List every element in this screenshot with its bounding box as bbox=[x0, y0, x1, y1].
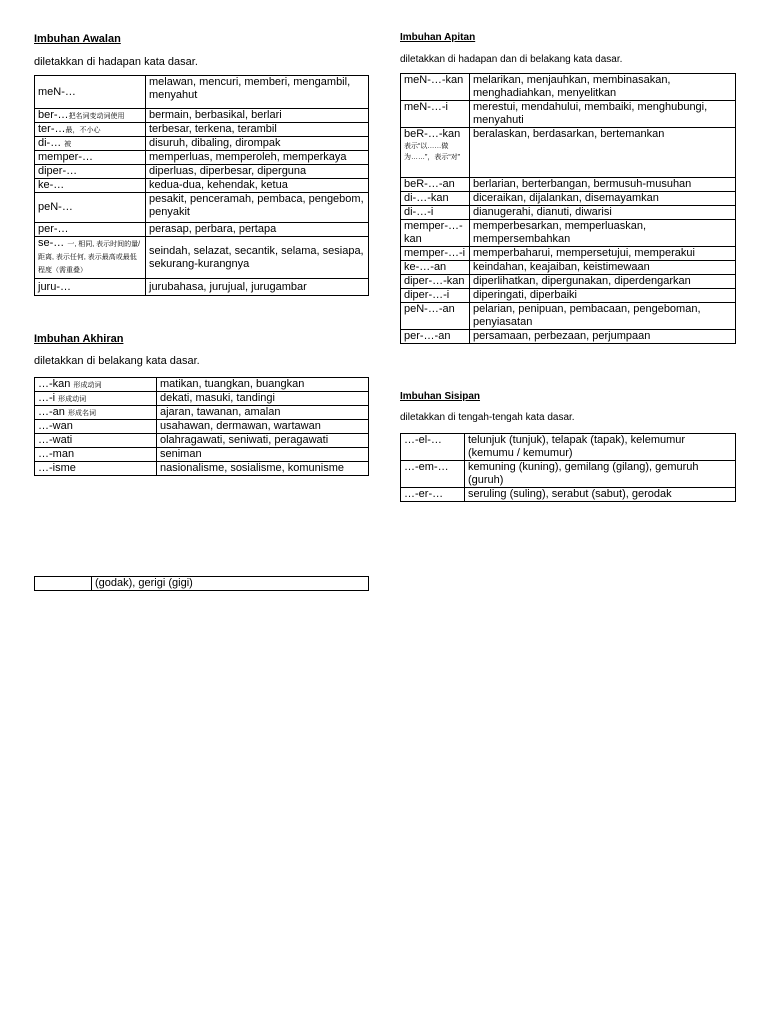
examples-cell: matikan, tuangkan, buangkan bbox=[157, 378, 369, 392]
table-row bbox=[35, 165, 369, 179]
table-row bbox=[401, 101, 736, 128]
affix-cell: diper-…-i bbox=[401, 289, 470, 303]
affix-cell bbox=[35, 577, 92, 591]
examples-cell: (godak), gerigi (gigi) bbox=[92, 577, 369, 591]
affix-cell: peN-… bbox=[35, 193, 146, 223]
affix-cell: ber-…把名词变动词使用 bbox=[35, 109, 146, 123]
examples-cell: dianugerahi, dianuti, diwarisi bbox=[470, 206, 736, 220]
examples-cell: diceraikan, dijalankan, disemayamkan bbox=[470, 192, 736, 206]
table-row bbox=[35, 448, 369, 462]
affix-cell: ke-…-an bbox=[401, 261, 470, 275]
affix-cell: …-wan bbox=[35, 420, 157, 434]
table-row bbox=[401, 128, 736, 178]
examples-cell: jurubahasa, jurujual, jurugambar bbox=[146, 279, 369, 296]
affix-cell: …-man bbox=[35, 448, 157, 462]
awalan-title: Imbuhan Awalan bbox=[34, 33, 121, 45]
affix-cell: …-isme bbox=[35, 462, 157, 476]
affix-cell: meN-…-i bbox=[401, 101, 470, 128]
affix-cell: memper-… bbox=[35, 151, 146, 165]
akhiran-description: diletakkan di belakang kata dasar. bbox=[34, 355, 200, 367]
affix-cell: per-… bbox=[35, 223, 146, 237]
examples-cell: memperbesarkan, memperluaskan, mempersembahkan bbox=[470, 220, 736, 247]
affix-note: 形成动词 bbox=[58, 396, 87, 403]
table-row bbox=[401, 434, 736, 461]
examples-cell: seruling (suling), serabut (sabut), gerodak bbox=[465, 488, 736, 502]
affix-cell: …-em-… bbox=[401, 461, 465, 488]
apitan-description: diletakkan di hadapan dan di belakang kata dasar. bbox=[400, 54, 623, 65]
table-row bbox=[401, 461, 736, 488]
examples-cell: persamaan, perbezaan, perjumpaan bbox=[470, 330, 736, 344]
examples-cell: memperbaharui, mempersetujui, memperakui bbox=[470, 247, 736, 261]
table-row bbox=[35, 577, 369, 591]
table-row bbox=[35, 151, 369, 165]
examples-cell: kemuning (kuning), gemilang (gilang), gemuruh (guruh) bbox=[465, 461, 736, 488]
table-row bbox=[35, 237, 369, 279]
examples-cell: beralaskan, berdasarkan, bertemankan bbox=[470, 128, 736, 178]
affix-cell: peN-…-an bbox=[401, 303, 470, 330]
sisipan-title: Imbuhan Sisipan bbox=[400, 391, 481, 402]
affix-cell: …-wati bbox=[35, 434, 157, 448]
examples-cell: usahawan, dermawan, wartawan bbox=[157, 420, 369, 434]
examples-cell: kedua-dua, kehendak, ketua bbox=[146, 179, 369, 193]
affix-cell: …-kan 形成动词 bbox=[35, 378, 157, 392]
table-row bbox=[35, 392, 369, 406]
affix-cell: per-…-an bbox=[401, 330, 470, 344]
table-row bbox=[35, 109, 369, 123]
table-row bbox=[35, 279, 369, 296]
table-row bbox=[401, 275, 736, 289]
apitan-title: Imbuhan Apitan bbox=[400, 32, 476, 43]
examples-cell: seniman bbox=[157, 448, 369, 462]
affix-cell: ter-…最，不小心 bbox=[35, 123, 146, 137]
affix-cell: se-… 一, 相同, 表示时间的量/距离, 表示任何, 表示最高或最低程度（需重叠） bbox=[35, 237, 146, 279]
affix-note: 形成名词 bbox=[67, 410, 96, 417]
affix-cell: diper-…-kan bbox=[401, 275, 470, 289]
examples-cell: bermain, berbasikal, berlari bbox=[146, 109, 369, 123]
affix-cell: …-el-… bbox=[401, 434, 465, 461]
examples-cell: pesakit, penceramah, pembaca, pengebom, penyakit bbox=[146, 193, 369, 223]
awalan-table bbox=[34, 75, 369, 296]
examples-cell: olahragawati, seniwati, peragawati bbox=[157, 434, 369, 448]
sisipan-description: diletakkan di tengah-tengah kata dasar. bbox=[400, 412, 575, 423]
examples-cell: ajaran, tawanan, amalan bbox=[157, 406, 369, 420]
examples-cell: keindahan, keajaiban, keistimewaan bbox=[470, 261, 736, 275]
apitan-table bbox=[400, 73, 736, 344]
table-row bbox=[401, 330, 736, 344]
table-row bbox=[35, 193, 369, 223]
affix-note: 表示“以……做为……”，表示“对” bbox=[404, 143, 460, 161]
table-row bbox=[401, 74, 736, 101]
examples-cell: merestui, mendahului, membaiki, menghubungi, menyahuti bbox=[470, 101, 736, 128]
table-row bbox=[401, 192, 736, 206]
fragment-table bbox=[34, 576, 369, 591]
affix-note: 把名词变动词使用 bbox=[68, 113, 125, 120]
awalan-description: diletakkan di hadapan kata dasar. bbox=[34, 56, 198, 68]
table-row bbox=[401, 220, 736, 247]
table-row bbox=[401, 178, 736, 192]
examples-cell: nasionalisme, sosialisme, komunisme bbox=[157, 462, 369, 476]
table-row bbox=[35, 378, 369, 392]
examples-cell: diperlihatkan, dipergunakan, diperdengarkan bbox=[470, 275, 736, 289]
table-row bbox=[401, 303, 736, 330]
affix-cell: beR-…-an bbox=[401, 178, 470, 192]
table-row bbox=[35, 179, 369, 193]
table-row bbox=[35, 137, 369, 151]
affix-cell: ke-… bbox=[35, 179, 146, 193]
affix-cell: memper-…-i bbox=[401, 247, 470, 261]
table-row bbox=[401, 488, 736, 502]
affix-cell: di-…-i bbox=[401, 206, 470, 220]
table-row bbox=[35, 462, 369, 476]
affix-cell: …-i 形成动词 bbox=[35, 392, 157, 406]
affix-cell: juru-… bbox=[35, 279, 146, 296]
examples-cell: disuruh, dibaling, dirompak bbox=[146, 137, 369, 151]
affix-note: 最，不小心 bbox=[65, 127, 101, 134]
examples-cell: pelarian, penipuan, pembacaan, pengeboman, penyiasatan bbox=[470, 303, 736, 330]
affix-cell: meN-…-kan bbox=[401, 74, 470, 101]
table-row bbox=[35, 76, 369, 109]
table-row bbox=[35, 123, 369, 137]
examples-cell: terbesar, terkena, terambil bbox=[146, 123, 369, 137]
examples-cell: memperluas, memperoleh, memperkaya bbox=[146, 151, 369, 165]
affix-note: 被 bbox=[64, 141, 72, 148]
affix-note: 形成动词 bbox=[73, 382, 102, 389]
affix-cell: meN-… bbox=[35, 76, 146, 109]
examples-cell: diperluas, diperbesar, diperguna bbox=[146, 165, 369, 179]
table-row bbox=[401, 247, 736, 261]
table-row bbox=[35, 420, 369, 434]
affix-cell: …-er-… bbox=[401, 488, 465, 502]
affix-cell: …-an 形成名词 bbox=[35, 406, 157, 420]
examples-cell: melarikan, menjauhkan, membinasakan, menghadiahkan, menyelitkan bbox=[470, 74, 736, 101]
examples-cell: dekati, masuki, tandingi bbox=[157, 392, 369, 406]
examples-cell: perasap, perbara, pertapa bbox=[146, 223, 369, 237]
affix-cell: memper-…-kan bbox=[401, 220, 470, 247]
akhiran-title: Imbuhan Akhiran bbox=[34, 333, 124, 345]
examples-cell: berlarian, berterbangan, bermusuh-musuhan bbox=[470, 178, 736, 192]
affix-cell: diper-… bbox=[35, 165, 146, 179]
table-row bbox=[35, 223, 369, 237]
table-row bbox=[35, 434, 369, 448]
table-row bbox=[401, 206, 736, 220]
affix-cell: di-… 被 bbox=[35, 137, 146, 151]
examples-cell: melawan, mencuri, memberi, mengambil, menyahut bbox=[146, 76, 369, 109]
examples-cell: seindah, selazat, secantik, selama, sesiapa, sekurang-kurangnya bbox=[146, 237, 369, 279]
sisipan-table bbox=[400, 433, 736, 502]
affix-note: 一, 相同, 表示时间的量/距离, 表示任何, 表示最高或最低程度（需重叠） bbox=[38, 241, 141, 274]
examples-cell: telunjuk (tunjuk), telapak (tapak), kelemumur (kemumu / kemumur) bbox=[465, 434, 736, 461]
table-row bbox=[35, 406, 369, 420]
akhiran-table bbox=[34, 377, 369, 476]
table-row bbox=[401, 289, 736, 303]
table-row bbox=[401, 261, 736, 275]
affix-cell: di-…-kan bbox=[401, 192, 470, 206]
examples-cell: diperingati, diperbaiki bbox=[470, 289, 736, 303]
affix-cell: beR-…-kan 表示“以……做为……”，表示“对” bbox=[401, 128, 470, 178]
